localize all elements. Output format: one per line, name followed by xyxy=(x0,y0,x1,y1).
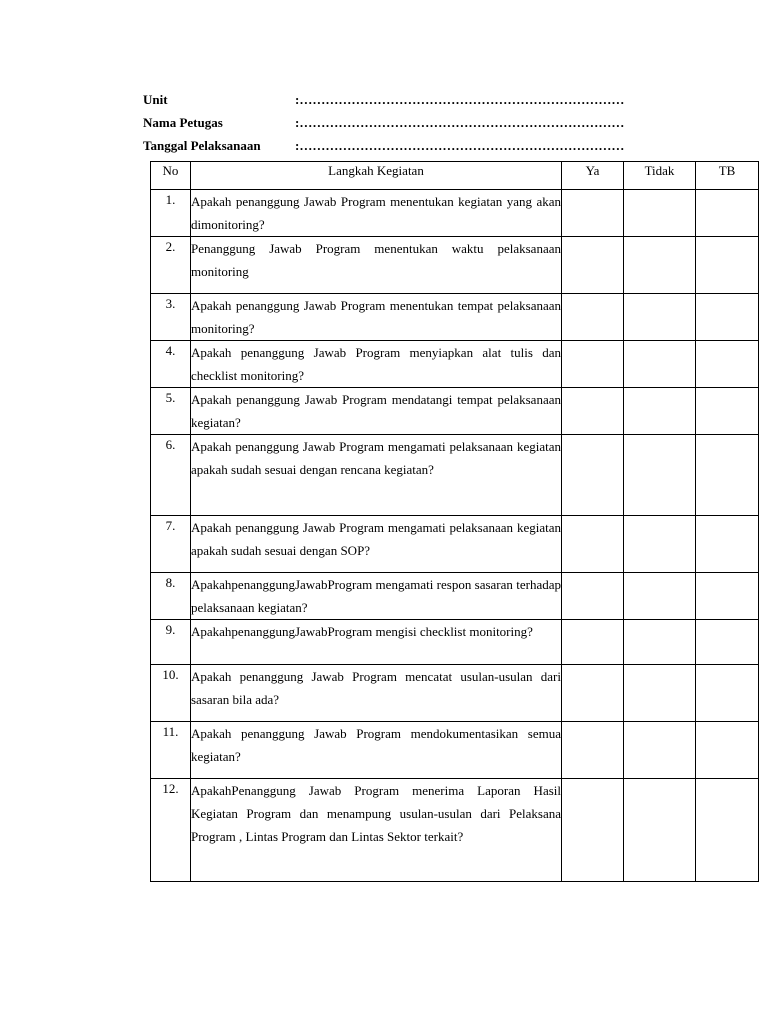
tb-checkbox-cell[interactable] xyxy=(696,190,759,237)
tidak-checkbox-cell[interactable] xyxy=(624,294,696,341)
tb-checkbox-cell[interactable] xyxy=(696,665,759,722)
ya-checkbox-cell[interactable] xyxy=(562,722,624,779)
checklist-table xyxy=(150,161,759,882)
step-text xyxy=(191,190,562,237)
tidak-checkbox-cell[interactable] xyxy=(624,341,696,388)
step-text xyxy=(191,516,562,573)
row-number: 8. xyxy=(151,573,191,620)
ya-checkbox-cell[interactable] xyxy=(562,620,624,665)
tb-checkbox-cell[interactable] xyxy=(696,237,759,294)
step-text xyxy=(191,573,562,620)
tidak-checkbox-cell[interactable] xyxy=(624,620,696,665)
ya-checkbox-cell[interactable] xyxy=(562,435,624,516)
step-text-content: Penanggung Jawab Program menentukan waktu pelaksanaan monitoring xyxy=(191,241,561,279)
step-text xyxy=(191,294,562,341)
header-fields xyxy=(143,90,703,159)
col-header-tb: TB xyxy=(696,162,759,190)
table-row xyxy=(151,435,759,516)
step-text xyxy=(191,435,562,516)
step-text xyxy=(191,665,562,722)
tb-checkbox-cell[interactable] xyxy=(696,294,759,341)
ya-checkbox-cell[interactable] xyxy=(562,388,624,435)
col-header-tidak: Tidak xyxy=(624,162,696,190)
nama-petugas-label: Nama Petugas xyxy=(143,115,223,130)
col-header-no: No xyxy=(151,162,191,190)
nama-petugas-row xyxy=(143,113,703,136)
tidak-checkbox-cell[interactable] xyxy=(624,435,696,516)
table-header-row xyxy=(151,162,759,190)
table-row xyxy=(151,190,759,237)
ya-checkbox-cell[interactable] xyxy=(562,294,624,341)
step-text xyxy=(191,341,562,388)
row-number: 4. xyxy=(151,341,191,388)
step-text-content: Apakah penanggung Jawab Program mendatangi tempat pelaksanaan kegiatan? xyxy=(191,392,561,430)
ya-checkbox-cell[interactable] xyxy=(562,341,624,388)
table-row xyxy=(151,779,759,882)
step-text-content: Apakah penanggung Jawab Program mengamati pelaksanaan kegiatan apakah sudah sesuai dengan SOP? xyxy=(191,520,561,558)
unit-row xyxy=(143,90,703,113)
col-header-ya: Ya xyxy=(562,162,624,190)
tanggal-pelaksanaan-fill-line: :………………………………………………………………… xyxy=(295,138,625,153)
row-number: 1. xyxy=(151,190,191,237)
step-text-content: Apakah penanggung Jawab Program menentukan tempat pelaksanaan monitoring? xyxy=(191,298,561,336)
ya-checkbox-cell[interactable] xyxy=(562,237,624,294)
tb-checkbox-cell[interactable] xyxy=(696,388,759,435)
tidak-checkbox-cell[interactable] xyxy=(624,665,696,722)
step-text xyxy=(191,722,562,779)
table-row xyxy=(151,388,759,435)
tb-checkbox-cell[interactable] xyxy=(696,779,759,882)
step-text xyxy=(191,620,562,665)
col-header-langkah-kegiatan: Langkah Kegiatan xyxy=(191,162,562,190)
table-row xyxy=(151,516,759,573)
row-number: 10. xyxy=(151,665,191,722)
step-text-content: Apakah penanggung Jawab Program menentukan kegiatan yang akan dimonitoring? xyxy=(191,194,561,232)
nama-petugas-fill-line: :………………………………………………………………… xyxy=(295,115,625,130)
step-text xyxy=(191,779,562,882)
row-number: 11. xyxy=(151,722,191,779)
row-number: 5. xyxy=(151,388,191,435)
step-text-content: Apakah penanggung Jawab Program mendokumentasikan semua kegiatan? xyxy=(191,726,561,764)
step-text xyxy=(191,237,562,294)
tb-checkbox-cell[interactable] xyxy=(696,341,759,388)
tidak-checkbox-cell[interactable] xyxy=(624,573,696,620)
ya-checkbox-cell[interactable] xyxy=(562,573,624,620)
tanggal-pelaksanaan-row xyxy=(143,136,703,159)
tidak-checkbox-cell[interactable] xyxy=(624,237,696,294)
row-number: 3. xyxy=(151,294,191,341)
tb-checkbox-cell[interactable] xyxy=(696,620,759,665)
step-text xyxy=(191,388,562,435)
row-number: 9. xyxy=(151,620,191,665)
tb-checkbox-cell[interactable] xyxy=(696,435,759,516)
row-number: 6. xyxy=(151,435,191,516)
row-number: 7. xyxy=(151,516,191,573)
tb-checkbox-cell[interactable] xyxy=(696,722,759,779)
table-row xyxy=(151,573,759,620)
table-row xyxy=(151,665,759,722)
step-text-content: ApakahPenanggung Jawab Program menerima Laporan Hasil Kegiatan Program dan menampung usulan-usulan dari Pelaksana Program , Lintas Program dan Lintas Sektor terkait? xyxy=(191,783,561,844)
table-row xyxy=(151,294,759,341)
step-text-content: Apakah penanggung Jawab Program menyiapkan alat tulis dan checklist monitoring? xyxy=(191,345,561,383)
unit-label: Unit xyxy=(143,92,168,107)
ya-checkbox-cell[interactable] xyxy=(562,779,624,882)
table-row xyxy=(151,237,759,294)
ya-checkbox-cell[interactable] xyxy=(562,665,624,722)
tidak-checkbox-cell[interactable] xyxy=(624,779,696,882)
tb-checkbox-cell[interactable] xyxy=(696,573,759,620)
tidak-checkbox-cell[interactable] xyxy=(624,516,696,573)
unit-fill-line: :………………………………………………………………… xyxy=(295,92,625,107)
tanggal-pelaksanaan-label: Tanggal Pelaksanaan xyxy=(143,138,261,153)
step-text-content: ApakahpenanggungJawabProgram mengamati respon sasaran terhadap pelaksanaan kegiatan? xyxy=(191,577,561,615)
row-number: 2. xyxy=(151,237,191,294)
step-text-content: Apakah penanggung Jawab Program mengamati pelaksanaan kegiatan apakah sudah sesuai dengan rencana kegiatan? xyxy=(191,439,561,477)
table-row xyxy=(151,620,759,665)
table-row xyxy=(151,722,759,779)
tidak-checkbox-cell[interactable] xyxy=(624,190,696,237)
ya-checkbox-cell[interactable] xyxy=(562,516,624,573)
tidak-checkbox-cell[interactable] xyxy=(624,722,696,779)
ya-checkbox-cell[interactable] xyxy=(562,190,624,237)
step-text-content: ApakahpenanggungJawabProgram mengisi checklist monitoring? xyxy=(191,624,533,639)
row-number: 12. xyxy=(151,779,191,882)
table-row xyxy=(151,341,759,388)
tb-checkbox-cell[interactable] xyxy=(696,516,759,573)
step-text-content: Apakah penanggung Jawab Program mencatat usulan-usulan dari sasaran bila ada? xyxy=(191,669,561,707)
tidak-checkbox-cell[interactable] xyxy=(624,388,696,435)
